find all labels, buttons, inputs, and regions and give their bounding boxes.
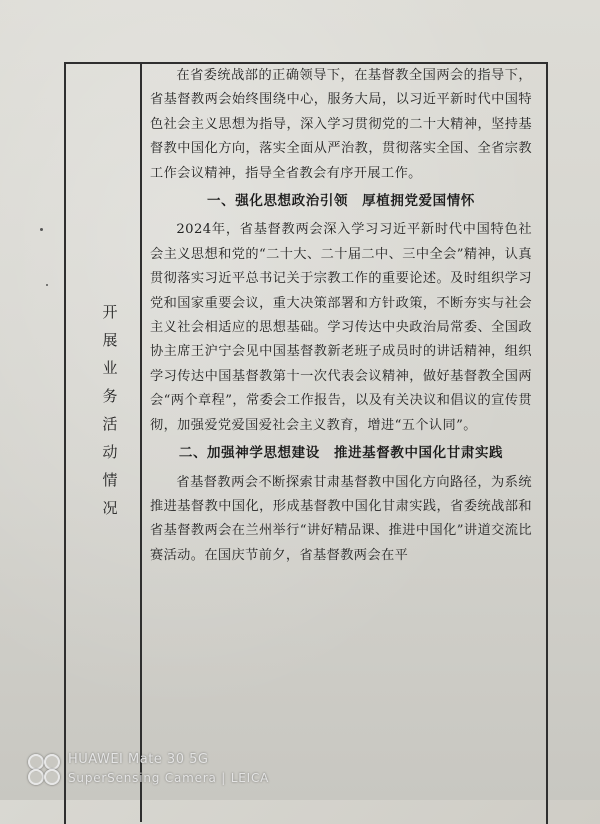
dust-speck: [46, 284, 48, 286]
camera-brand: SuperSensing Camera | LEICA: [68, 771, 270, 785]
row-label-char: 情: [102, 471, 118, 489]
row-label-char: 开: [102, 303, 118, 321]
section-heading-1: 一、强化思想政治引领 厚植拥党爱国情怀: [207, 193, 475, 210]
section-paragraph-1: 2024年，省基督教两会深入学习习近平新时代中国特色社会主义思想和党的“二十大、二十届二中、三中全会”精神，认真贯彻落实习近平总书记关于宗教工作的重要论述。及时组织学习党和国家重要会议，重大决策部署和方针政策，不断夯实与社会主义社会相适应的思想基础。学习传达中央政治局常委、全国政协主席王沪宁会见中国基督教新老班子成员时的讲话精神，组织学习传达中国基督教第十一次代表会议精神，做好基督教全国两会“两个章程”，常委会工作报告，以及有关决议和倡议的宣传贯彻，加强爱党爱国爱社会主义教育，增进“五个认同”。: [150, 222, 532, 433]
device-model: HUAWEI Mate 30 5G: [68, 752, 209, 767]
row-label-char: 展: [102, 331, 118, 349]
row-label-char: 务: [102, 387, 118, 405]
section-heading-2: 二、加强神学思想建设 推进基督教中国化甘肃实践: [178, 445, 504, 462]
row-label-char: 况: [102, 499, 118, 517]
row-label-char: 业: [102, 359, 118, 377]
leica-rings-icon: [28, 754, 62, 784]
row-label-char: 活: [102, 415, 118, 433]
row-label: [98, 298, 122, 522]
intro-paragraph: 在省委统战部的正确领导下，在基督教全国两会的指导下，省基督教两会始终围绕中心，服务大局，以习近平新时代中国特色社会主义思想为指导，深入学习贯彻党的二十大精神，坚持基督教中国化方向，落实全面从严治教，贯彻落实全国、全省宗教工作会议精神，指导全省教会有序开展工作。: [150, 68, 532, 181]
document-body: [150, 64, 532, 568]
dust-speck: [40, 228, 43, 231]
row-label-char: 动: [102, 443, 118, 461]
section-paragraph-2: 省基督教两会不断探索甘肃基督教中国化方向路径，为系统推进基督教中国化，形成基督教中国化甘肃实践，省委统战部和省基督教两会在兰州举行“讲好精品课、推进中国化”讲道交流比赛活动。在国庆节前夕，省基督教两会在平: [150, 474, 532, 563]
column-divider: [140, 62, 142, 822]
